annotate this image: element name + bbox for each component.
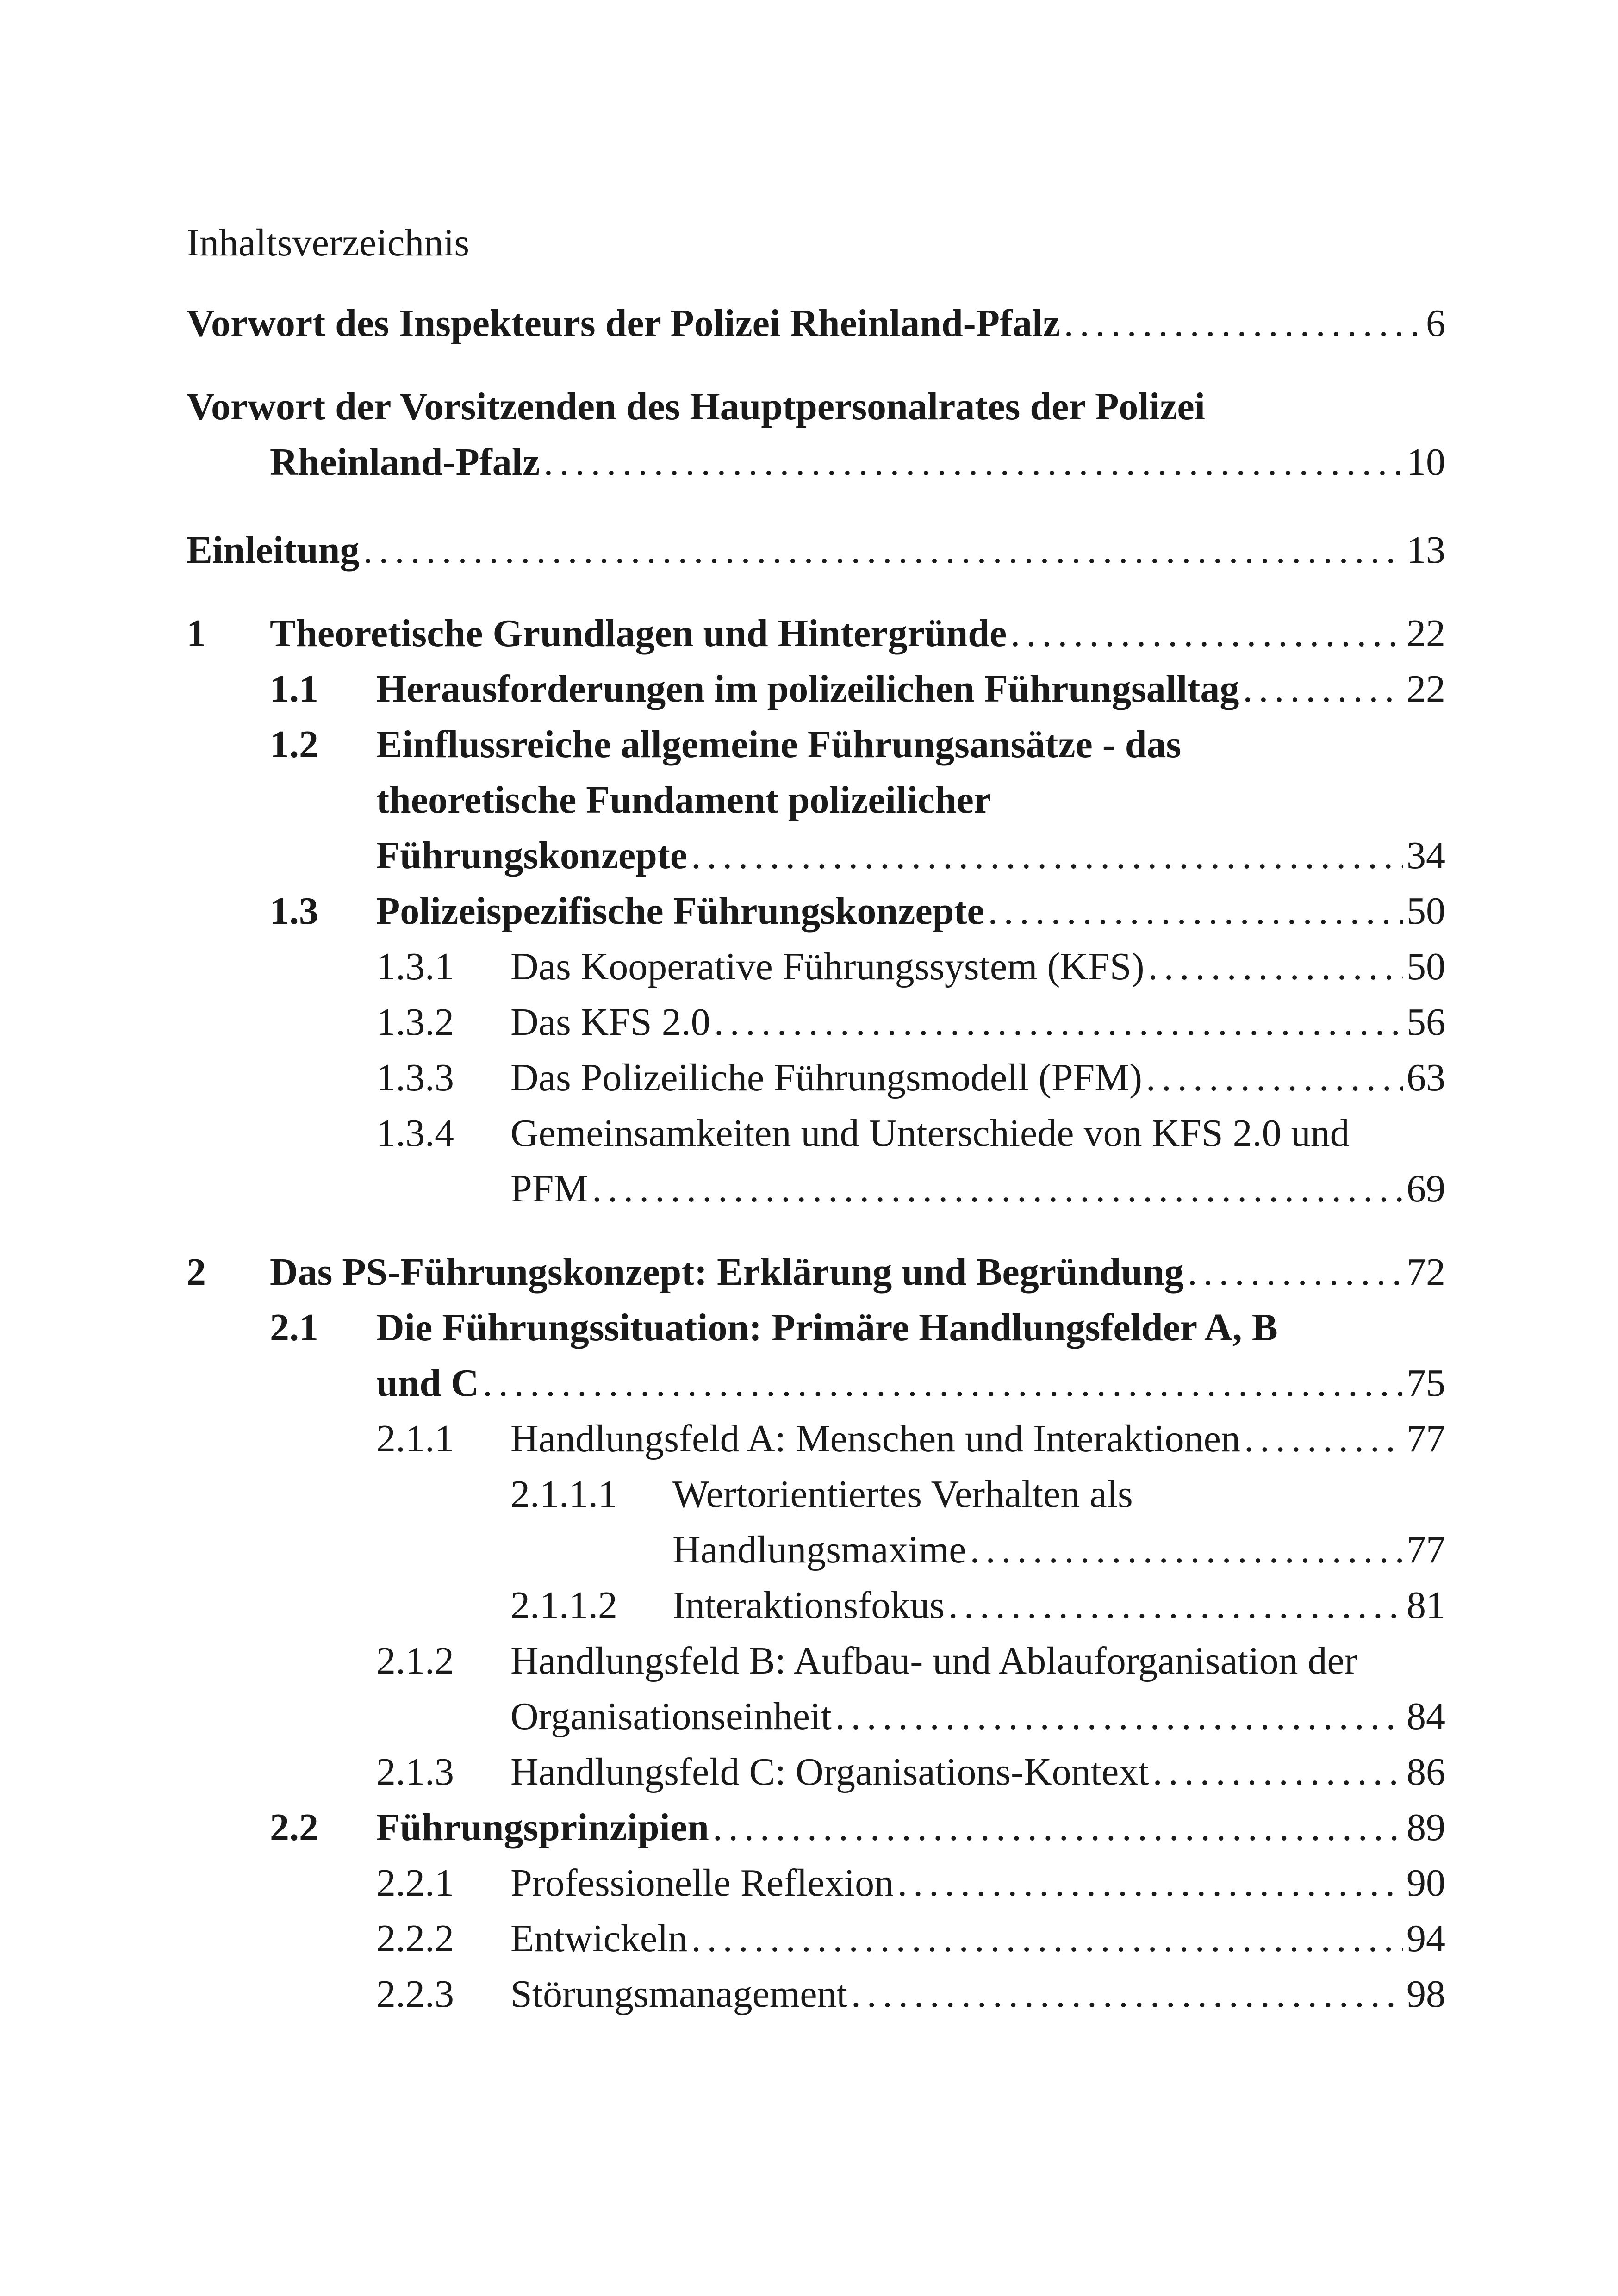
toc-entry-title: Professionelle Reflexion — [510, 1861, 894, 1904]
dot-leader — [543, 440, 1403, 485]
toc-entry-title: Einleitung — [187, 529, 360, 572]
toc-entry-number: 1.1 — [270, 667, 318, 710]
toc-entry-title: Das Kooperative Führungssystem (KFS) — [510, 945, 1145, 988]
toc-entry-title: Wertorientiertes Verhalten als — [672, 1473, 1133, 1516]
dot-leader — [897, 1860, 1403, 1905]
toc-entry-number: 2.2 — [270, 1806, 318, 1849]
dot-leader — [483, 1361, 1403, 1406]
toc-entry-title: Handlungsfeld A: Menschen und Interaktionen — [510, 1417, 1240, 1460]
dot-leader — [1153, 1749, 1403, 1794]
toc-entry-title: Störungsmanagement — [510, 1972, 847, 2016]
toc-page-number: 77 — [1406, 1417, 1445, 1460]
toc-page-number: 34 — [1406, 834, 1445, 877]
toc-entry-number: 1 — [187, 612, 206, 655]
dot-leader — [691, 833, 1403, 878]
toc-entry-number: 2.1.1.1 — [510, 1473, 617, 1516]
toc-entry-number: 2.2.3 — [376, 1972, 454, 2016]
dot-leader — [714, 1000, 1403, 1045]
toc-page-number: 77 — [1406, 1528, 1445, 1571]
toc-entry-title: Rheinland-Pfalz — [270, 441, 540, 484]
toc-entry-title: PFM — [510, 1167, 589, 1210]
toc-entry-title: Das KFS 2.0 — [510, 1001, 710, 1044]
toc-page-number: 69 — [1406, 1167, 1445, 1210]
toc-entry-number: 1.3.2 — [376, 1001, 454, 1044]
toc-entry-title: und C — [376, 1362, 479, 1405]
toc-page-number: 22 — [1406, 612, 1445, 655]
dot-leader — [988, 889, 1403, 933]
toc-entry-title: Einflussreiche allgemeine Führungsansätze - das — [376, 723, 1182, 766]
toc-entry-title: Theoretische Grundlagen und Hintergründe — [270, 612, 1007, 655]
toc-page-number: 50 — [1406, 890, 1445, 933]
toc-entry-number: 1.3.4 — [376, 1112, 454, 1155]
toc-entry-number: 2 — [187, 1251, 206, 1294]
dot-leader — [1064, 301, 1422, 346]
dot-leader — [1244, 1416, 1403, 1461]
toc-entry-number: 2.1.3 — [376, 1750, 454, 1793]
dot-leader — [1188, 1250, 1403, 1294]
toc-entry-number: 2.1.1 — [376, 1417, 454, 1460]
dot-leader — [948, 1583, 1403, 1628]
toc-page-number: 50 — [1406, 945, 1445, 988]
toc-entry-number: 2.2.1 — [376, 1861, 454, 1904]
toc-entry-title: Vorwort der Vorsitzenden des Hauptpersonalrates der Polizei — [187, 385, 1205, 428]
dot-leader — [1010, 611, 1403, 656]
toc-page-number: 13 — [1406, 529, 1445, 572]
toc-page-number: 89 — [1406, 1806, 1445, 1849]
toc-page-number: 56 — [1406, 1001, 1445, 1044]
toc-entry-title: Handlungsmaxime — [672, 1528, 966, 1571]
toc-title: Inhaltsverzeichnis — [187, 221, 470, 264]
toc-page-number: 63 — [1406, 1056, 1445, 1099]
toc-entry-number: 2.1 — [270, 1306, 318, 1349]
toc-entry-title: Gemeinsamkeiten und Unterschiede von KFS 2.0 und — [510, 1112, 1350, 1155]
dot-leader — [851, 1972, 1403, 2016]
toc-entry-title: Interaktionsfokus — [672, 1584, 945, 1627]
toc-entry-title: Herausforderungen im polizeilichen Führungsalltag — [376, 667, 1239, 710]
dot-leader — [713, 1805, 1403, 1850]
dot-leader — [1146, 1055, 1403, 1100]
toc-entry-title: Das Polizeiliche Führungsmodell (PFM) — [510, 1056, 1142, 1099]
toc-page-number: 75 — [1406, 1362, 1445, 1405]
toc-entry-number: 1.3.1 — [376, 945, 454, 988]
toc-entry-title: Führungskonzepte — [376, 834, 688, 877]
toc-entry-title: Handlungsfeld C: Organisations-Kontext — [510, 1750, 1149, 1793]
dot-leader — [970, 1527, 1403, 1572]
toc-entry-title: Das PS-Führungskonzept: Erklärung und Begründung — [270, 1251, 1184, 1294]
toc-page-number: 6 — [1426, 302, 1445, 345]
toc-entry-number: 1.3.3 — [376, 1056, 454, 1099]
toc-page-number: 90 — [1406, 1861, 1445, 1904]
toc-entry-title: Vorwort des Inspekteurs der Polizei Rheinland-Pfalz — [187, 302, 1060, 345]
toc-page-number: 81 — [1406, 1584, 1445, 1627]
dot-leader — [363, 528, 1403, 572]
toc-entry-number: 2.1.1.2 — [510, 1584, 617, 1627]
toc-page-number: 94 — [1406, 1917, 1445, 1960]
dot-leader — [835, 1694, 1403, 1739]
toc-entry-title: Organisationseinheit — [510, 1695, 832, 1738]
toc-entry-number: 2.1.2 — [376, 1639, 454, 1682]
toc-page-number: 84 — [1406, 1695, 1445, 1738]
toc-page-number: 98 — [1406, 1972, 1445, 2016]
dot-leader — [592, 1166, 1403, 1211]
toc-entry-number: 1.3 — [270, 890, 318, 933]
toc-page-number: 72 — [1406, 1251, 1445, 1294]
dot-leader — [1148, 944, 1403, 989]
toc-page-number: 10 — [1406, 441, 1445, 484]
dot-leader — [691, 1916, 1403, 1961]
toc-entry-title: Die Führungssituation: Primäre Handlungsfelder A, B — [376, 1306, 1278, 1349]
toc-entry-number: 2.2.2 — [376, 1917, 454, 1960]
toc-entry-title: Handlungsfeld B: Aufbau- und Ablauforganisation der — [510, 1639, 1357, 1682]
toc-page-number: 86 — [1406, 1750, 1445, 1793]
toc-page-number: 22 — [1406, 667, 1445, 710]
dot-leader — [1243, 666, 1403, 711]
toc-entry-number: 1.2 — [270, 723, 318, 766]
toc-entry-title: Führungsprinzipien — [376, 1806, 709, 1849]
toc-entry-title: Entwickeln — [510, 1917, 688, 1960]
toc-entry-title: theoretische Fundament polizeilicher — [376, 778, 991, 821]
toc-entry-title: Polizeispezifische Führungskonzepte — [376, 890, 984, 933]
